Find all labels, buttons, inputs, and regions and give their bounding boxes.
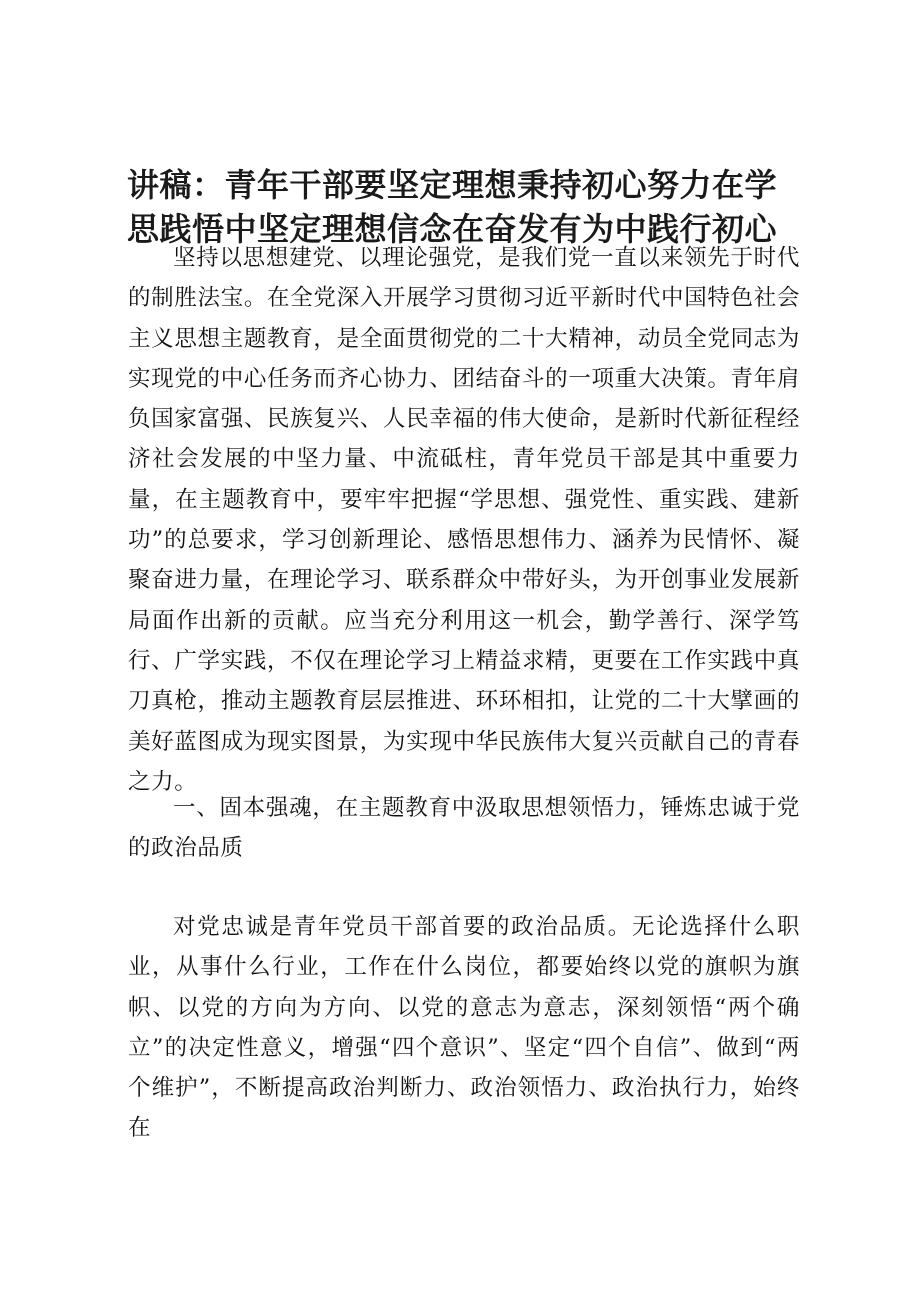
intro-paragraph: 坚持以思想建党、以理论强党，是我们党一直以来领先于时代的制胜法宝。在全党深入开展学习贯彻习近平新时代中国特色社会主义思想主题教育，是全面贯彻党的二十大精神，动员全党同志为实现党的中心任务而齐心协力、团结奋斗的一项重大决策。青年肩负国家富强、民族复兴、人民幸福的伟大使命，是新时代新征程经济社会发展的中坚力量、中流砥柱，青年党员干部是其中重要力量，在主题教育中，要牢牢把握“学思想、强党性、重实践、建新功”的总要求，学习创新理论、感悟思想伟力、涵养为民情怀、凝聚奋进力量，在理论学习、联系群众中带好头，为开创事业发展新局面作出新的贡献。应当充分利用这一机会，勤学善行、深学笃行、广学实践，不仅在理论学习上精益求精，更要在工作实践中真刀真枪，推动主题教育层层推进、环环相扣，让党的二十大擘画的美好蓝图成为现实图景，为实现中华民族伟大复兴贡献自己的青春之力。 — [128, 245, 800, 795]
section-1-paragraph: 对党忠诚是青年党员干部首要的政治品质。无论选择什么职业，从事什么行业，工作在什么岗位，都要始终以党的旗帜为旗帜、以党的方向为方向、以党的意志为意志，深刻领悟“两个确立”的决定性意义，增强“四个意识”、坚定“四个自信”、做到“两个维护”，不断提高政治判断力、政治领悟力、政治执行力，始终在 — [128, 914, 800, 1142]
document-title: 讲稿：青年干部要坚定理想秉持初心努力在学思践悟中坚定理想信念在奋发有为中践行初心 — [127, 166, 778, 248]
section-heading-1: 一、固本强魂，在主题教育中汲取思想领悟力，锤炼忠诚于党的政治品质 — [128, 795, 800, 862]
